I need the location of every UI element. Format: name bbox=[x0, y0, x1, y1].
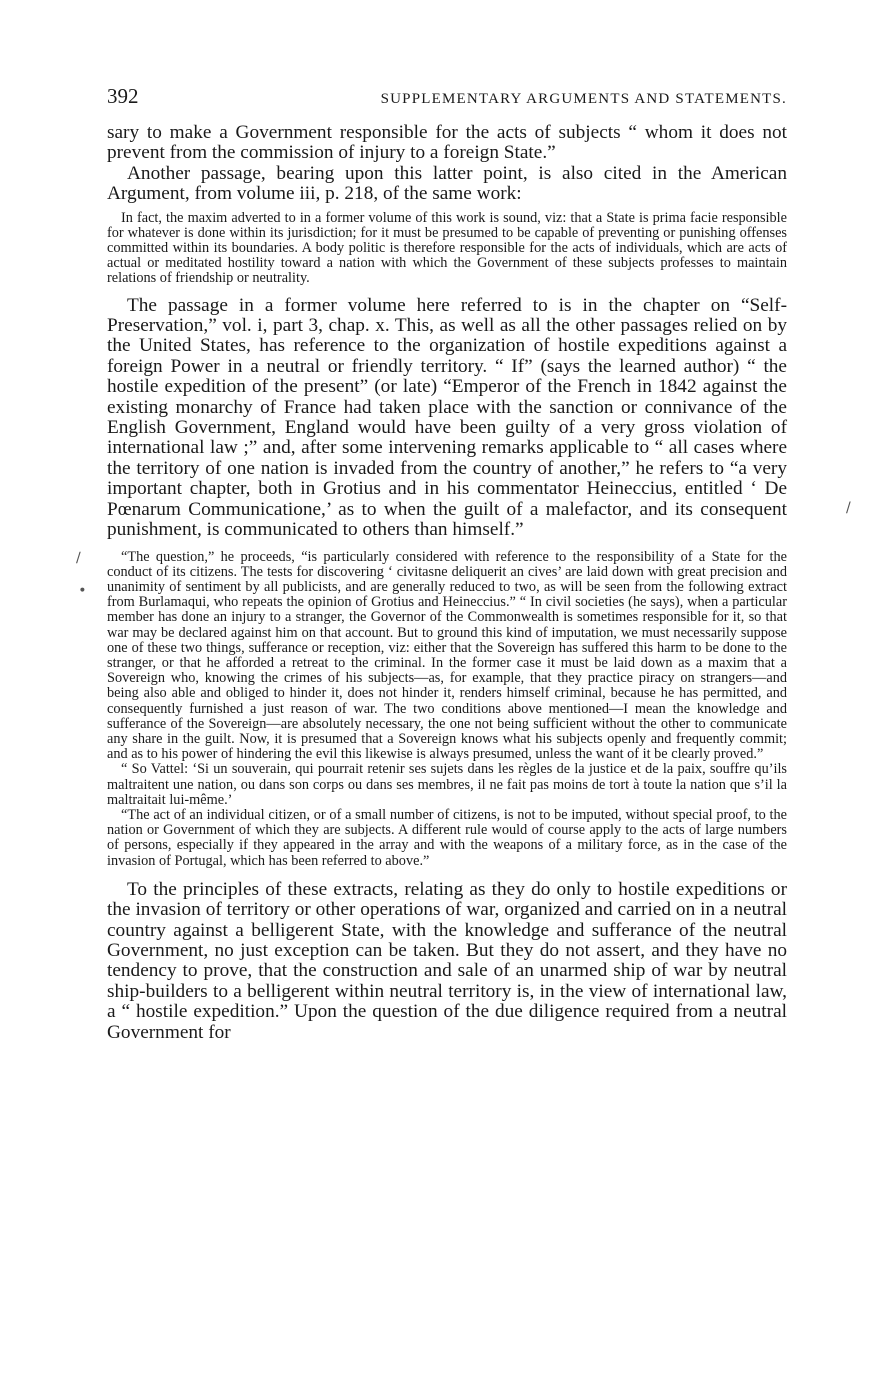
page-header bbox=[107, 84, 787, 109]
paragraph-continuation: sary to make a Government responsible for the acts of subjects “ whom it does not prevent from the commission of injury to a foreign State.” bbox=[107, 122, 787, 164]
margin-pencil-mark: / bbox=[846, 500, 851, 516]
paragraph-another-passage: Another passage, bearing upon this latter point, is also cited in the American Argument, from volume iii, p. 218, of the same work: bbox=[107, 162, 787, 205]
margin-pencil-mark: ∕ bbox=[76, 550, 81, 566]
block-quote-prima-facie: In fact, the maxim adverted to in a former volume of this work is sound, viz: that a State is prima facie responsible for whatever is done within its jurisdiction; for it must be presumed to be capable of preventing or punishing offenses committed within its boundaries. A body politic is therefore responsible for the acts of individuals, which are acts of actual or meditated hostility toward a nation with which the Government of these subjects professes to maintain relations of friendship or neutrality. bbox=[107, 209, 787, 287]
paragraph-self-preservation: The passage in a former volume here referred to is in the chapter on “Self-Preservation,” vol. i, part 3, chap. x. This, as well as all the other passages relied on by the United States, has reference to the organization of hostile expeditions against a foreign Power in a neutral or friendly territory. “ If” (says the learned author) “ the hostile expedition of the present” (or late) “Emperor of the French in 1842 against the existing monarchy of France had taken place with the sanction or connivance of the English Government, England would have been guilty of a very gross violation of international law ;” and, after some intervening remarks applicable to “ all cases where the territory of one nation is invaded from the country of another,” he refers to “a very important chapter, both in Grotius and in his commentator Heineccius, entitled ‘ De Pœnarum Communicatione,’ as to when the guilt of a malefactor, and its consequent punishment, is communicated to others than himself.” bbox=[107, 294, 787, 541]
margin-pencil-mark: ∙ bbox=[78, 582, 87, 598]
page-number: 392 bbox=[107, 84, 139, 108]
block-quote-burlamaqui: “The question,” he proceeds, “is particularly considered with reference to the responsibility of a State for the conduct of its citizens. The tests for discovering ‘ civitasne deliquerit an cives’ are laid down with great precision and unanimity of sentiment by all publicists, and are generally reduced to two, as will be seen from the following extract from Burlamaqui, who repeats the opinion of Grotius and Heineccius.” “ In civil societies (he says), when a particular member has done an injury to a stranger, the Governor of the Commonwealth is sometimes responsible for it, so that war may be declared against him on that account. But to ground this kind of imputation, we must necessarily suppose one of these two things, sufferance or reception, viz: either that the Sovereign has suffered this harm to be done to the stranger, or that he afforded a retreat to the criminal. In the former case it must be laid down as a maxim that a Sovereign who, knowing the crimes of his subjects—as, for example, that they practice piracy on strangers—and being also able and obliged to hinder it, does not hinder it, renders himself criminal, because he has permitted, and consequently furnished a just reason of war. The two conditions above mentioned—I mean the knowledge and sufferance of the Sovereign—are absolutely necessary, the one not being sufficient without the other to communicate any share in the guilt. Now, it is presumed that a Sovereign knows what his subjects openly and frequently commit; and as to his power of hindering the evil this likewise is always presumed, unless the want of it be clearly proved.” bbox=[107, 548, 787, 763]
block-quote-vattel: “ So Vattel: ‘Si un souverain, qui pourrait retenir ses sujets dans les règles de la justice et de la paix, souffre qu’ils maltraitent une nation, ou dans son corps ou dans ses membres, il ne fait pas moins de tort à toute la nation que s’il la maltraitait lui-même.’ bbox=[107, 761, 787, 808]
document-page bbox=[107, 84, 787, 1043]
block-quote-individual-citizen: “The act of an individual citizen, or of a small number of citizens, is not to be imputed, without special proof, to the nation or Government of which they are subjects. A different rule would of course apply to the acts of large numbers of persons, especially if they appeared in the array and with the weapons of a military force, as in the case of the invasion of Portugal, which has been referred to above.” bbox=[107, 806, 787, 869]
paragraph-principles: To the principles of these extracts, relating as they do only to hostile expeditions or the invasion of territory or other operations of war, organized and carried on in a neutral country against a belligerent State, with the knowledge and sufferance of the neutral Government, no just exception can be taken. But they do not assert, and they have no tendency to prove, that the construction and sale of an unarmed ship of war by neutral ship-builders to a belligerent within neutral territory is, in the view of international law, a “ hostile expedition.” Upon the question of the due diligence required from a neutral Government for bbox=[107, 878, 787, 1043]
running-head: SUPPLEMENTARY ARGUMENTS AND STATEMENTS. bbox=[380, 91, 787, 107]
